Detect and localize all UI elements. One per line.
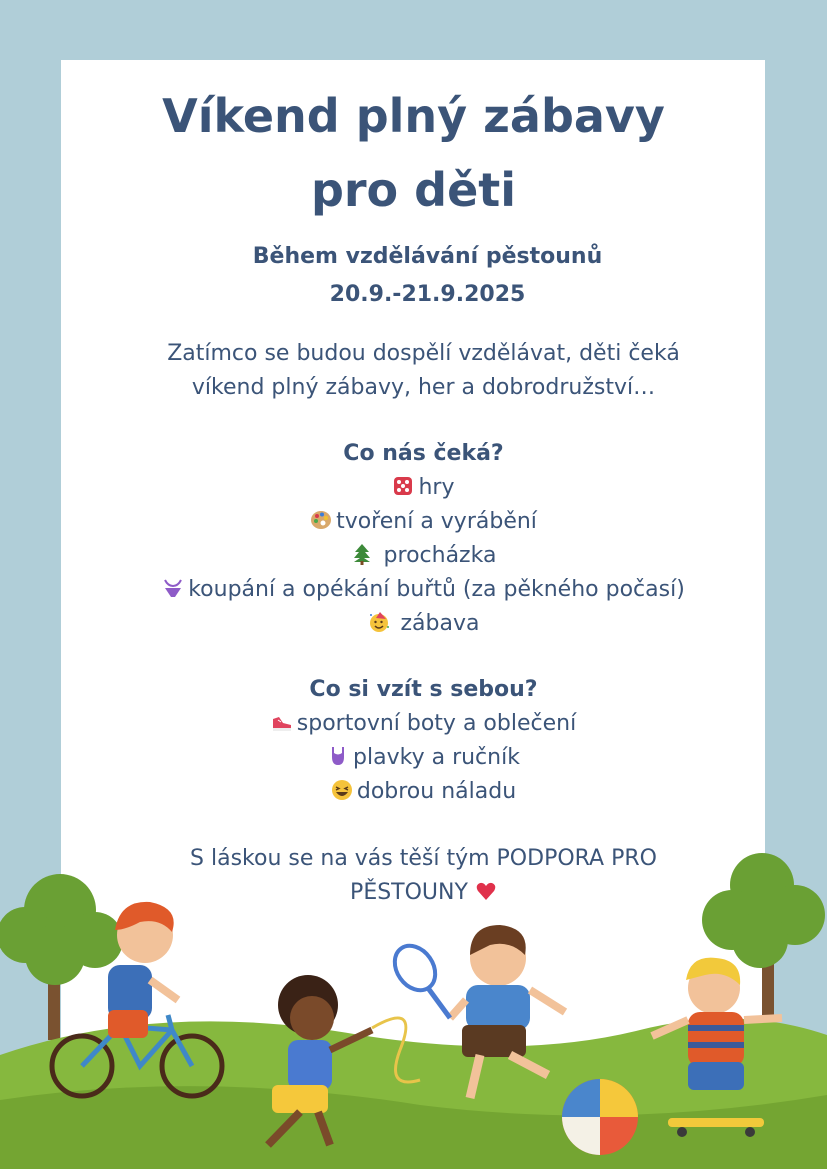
subtitle: Během vzdělávání pěstounů (252, 244, 603, 269)
tree-left (0, 874, 123, 1040)
list-item-text: sportovní boty a oblečení (296, 711, 577, 736)
list-item-text: koupání a opékání buřtů (za pěkného počasí) (188, 577, 685, 602)
palette-icon (310, 509, 332, 531)
poster-title-line1: Víkend plný zábavy (162, 89, 665, 143)
swimsuit-icon (327, 745, 349, 767)
intro-line-1: Zatímco se budou dospělí vzdělávat, děti čeká (167, 341, 680, 366)
section-heading-plans: Co nás čeká? (343, 441, 504, 466)
list-item-text: zábava (393, 611, 480, 636)
list-item-text: hry (418, 475, 455, 500)
sneaker-icon (271, 711, 293, 733)
list-item (10, 505, 827, 539)
beach-ball (562, 1079, 638, 1155)
list-item (10, 471, 827, 505)
list-item (10, 775, 827, 809)
intro-line-2: víkend plný zábavy, her a dobrodružství… (191, 375, 656, 400)
party-face-icon (368, 611, 390, 633)
poster-title-line2: pro děti (310, 163, 517, 217)
list-item (10, 707, 827, 741)
dice-icon (392, 475, 414, 497)
event-dates: 20.9.-21.9.2025 (329, 282, 526, 307)
kids-playing-illustration (0, 840, 827, 1169)
closing-team-name: PĚSTOUNY (350, 880, 468, 905)
section-heading-packing: Co si vzít s sebou? (309, 677, 538, 702)
closing-line-1: S láskou se na vás těší tým PODPORA PRO (190, 846, 657, 871)
bikini-icon (162, 577, 184, 599)
list-item-text: plavky a ručník (353, 745, 520, 770)
tree-icon (351, 543, 373, 565)
list-item (10, 741, 827, 775)
list-item (10, 607, 827, 641)
list-item-text: tvoření a vyrábění (336, 509, 537, 534)
laughing-face-icon (331, 779, 353, 801)
list-item (10, 539, 827, 573)
list-item (10, 573, 827, 607)
list-item-text: procházka (376, 543, 497, 568)
list-item-text: dobrou náladu (356, 779, 517, 804)
